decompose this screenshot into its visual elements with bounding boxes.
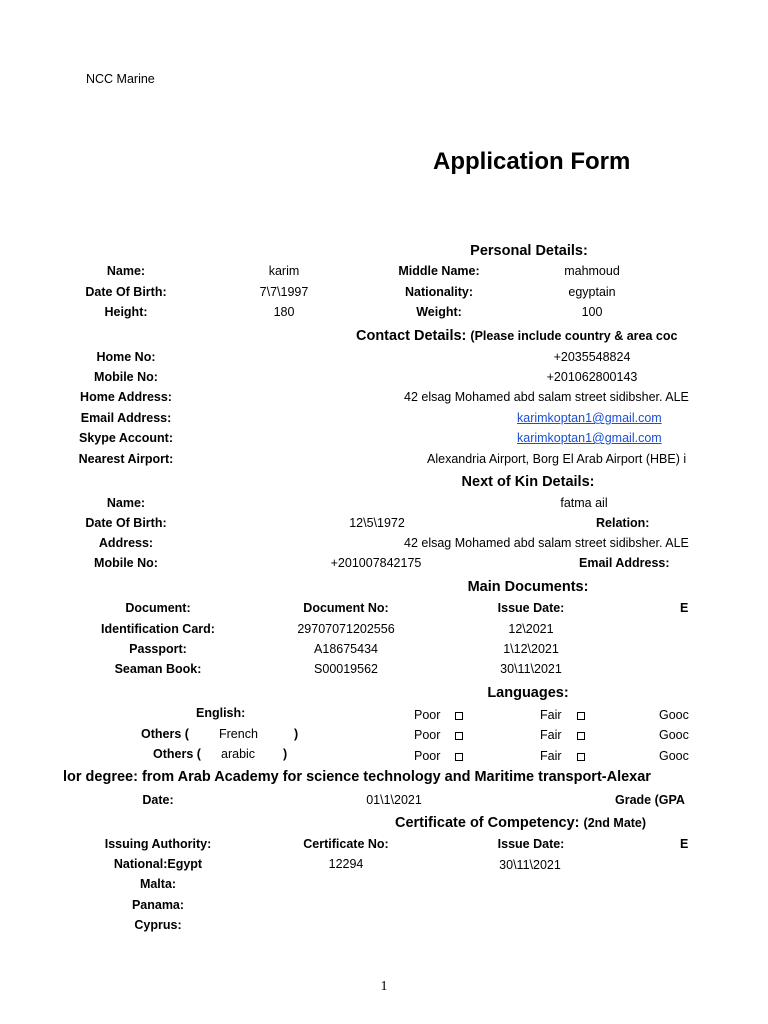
mobile-no-label: Mobile No: xyxy=(94,370,158,384)
language-english-label: English: xyxy=(196,706,246,720)
kin-mobile-value[interactable]: +201007842175 xyxy=(330,556,422,570)
poor-option: Poor xyxy=(414,728,441,742)
doc-col-header: Document: xyxy=(125,601,191,615)
doc-row-date[interactable]: 1\12\2021 xyxy=(503,642,559,656)
nearest-airport-value[interactable]: Alexandria Airport, Borg El Arab Airport (HBE) i xyxy=(427,452,687,466)
fair-checkbox[interactable] xyxy=(577,728,585,743)
kin-name-value[interactable]: fatma ail xyxy=(560,496,608,510)
doc-no-col-header: Document No: xyxy=(303,601,389,615)
language-other-name[interactable]: French xyxy=(219,727,258,741)
nationality-value[interactable]: egyptain xyxy=(568,285,616,299)
skype-link[interactable]: karimkoptan1@gmail.com xyxy=(517,431,662,445)
poor-checkbox[interactable] xyxy=(455,708,463,723)
issue-date-col-header: Issue Date: xyxy=(497,601,565,615)
poor-option: Poor xyxy=(414,708,441,722)
fair-option: Fair xyxy=(540,749,562,763)
page-number: 1 xyxy=(380,979,388,994)
coc-row-authority: Cyprus: xyxy=(134,918,182,932)
contact-note: (Please include country & area coc xyxy=(470,329,678,343)
nationality-label: Nationality: xyxy=(404,285,474,299)
language-other-label: Others ( xyxy=(141,727,189,741)
weight-label: Weight: xyxy=(416,305,462,319)
height-label: Height: xyxy=(104,305,148,319)
home-no-label: Home No: xyxy=(96,350,156,364)
language-other-name[interactable]: arabic xyxy=(221,747,256,761)
name-value[interactable]: karim xyxy=(268,264,300,278)
home-address-label: Home Address: xyxy=(80,390,172,404)
coc-row-authority: National:Egypt xyxy=(113,857,203,871)
doc-row-label: Passport: xyxy=(129,642,187,656)
degree-heading: lor degree: from Arab Academy for science technology and Maritime transport-Alexar xyxy=(63,769,651,785)
home-address-value[interactable]: 42 elsag Mohamed abd salam street sidibsher. ALE xyxy=(404,390,689,404)
kin-mobile-label: Mobile No: xyxy=(94,556,158,570)
languages-heading: Languages: xyxy=(487,685,569,701)
company-name: NCC Marine xyxy=(86,72,155,86)
skype-account-label: Skype Account: xyxy=(78,431,174,445)
coc-row-authority: Malta: xyxy=(139,877,177,891)
doc-row-number[interactable]: 29707071202556 xyxy=(297,622,395,636)
doc-row-number[interactable]: A18675434 xyxy=(314,642,378,656)
contact-details-heading xyxy=(356,327,677,345)
email-link[interactable]: karimkoptan1@gmail.com xyxy=(517,411,662,425)
expiry-col-header: E xyxy=(680,601,689,615)
coc-heading xyxy=(395,814,646,832)
coc-row-authority: Panama: xyxy=(131,898,185,912)
good-option: Gooc xyxy=(659,728,689,742)
coc-expiry-col-header: E xyxy=(680,837,689,851)
fair-checkbox[interactable] xyxy=(577,749,585,764)
kin-relation-label: Relation: xyxy=(596,516,650,530)
kin-address-value[interactable]: 42 elsag Mohamed abd salam street sidibsher. ALE xyxy=(404,536,689,550)
coc-row-date[interactable]: 30\11\2021 xyxy=(499,858,561,872)
documents-heading: Main Documents: xyxy=(467,579,589,595)
height-value[interactable]: 180 xyxy=(273,305,295,319)
doc-row-label: Seaman Book: xyxy=(114,662,202,676)
degree-date-value[interactable]: 01\1\2021 xyxy=(366,793,422,807)
mobile-no-value[interactable]: +201062800143 xyxy=(546,370,638,384)
language-other-label: Others ( xyxy=(153,747,201,761)
kin-dob-label: Date Of Birth: xyxy=(85,516,167,530)
personal-details-heading: Personal Details: xyxy=(470,243,588,259)
language-other-close: ) xyxy=(294,727,299,741)
coc-issue-date-col-header: Issue Date: xyxy=(497,837,565,851)
kin-address-label: Address: xyxy=(98,536,154,550)
coc-note: (2nd Mate) xyxy=(583,816,647,830)
dob-value[interactable]: 7\7\1997 xyxy=(259,285,309,299)
contact-heading-text: Contact Details: xyxy=(356,328,467,344)
kin-name-label: Name: xyxy=(106,496,146,510)
grade-label: Grade (GPA xyxy=(615,793,685,807)
coc-heading-text: Certificate of Competency: xyxy=(395,815,580,831)
kin-details-heading: Next of Kin Details: xyxy=(461,474,595,490)
page-title: Application Form xyxy=(433,148,631,175)
nearest-airport-label: Nearest Airport: xyxy=(78,452,174,466)
doc-row-date[interactable]: 12\2021 xyxy=(508,622,554,636)
language-other-close: ) xyxy=(283,747,288,761)
name-label: Name: xyxy=(106,264,146,278)
home-no-value[interactable]: +2035548824 xyxy=(553,350,631,364)
certificate-no-col-header: Certificate No: xyxy=(303,837,389,851)
middle-name-label: Middle Name: xyxy=(398,264,480,278)
email-address-label: Email Address: xyxy=(80,411,172,425)
doc-row-number[interactable]: S00019562 xyxy=(314,662,378,676)
weight-value[interactable]: 100 xyxy=(581,305,603,319)
good-option: Gooc xyxy=(659,708,689,722)
dob-label: Date Of Birth: xyxy=(85,285,167,299)
good-option: Gooc xyxy=(659,749,689,763)
degree-date-label: Date: xyxy=(142,793,174,807)
doc-row-date[interactable]: 30\11\2021 xyxy=(500,662,562,676)
fair-option: Fair xyxy=(540,708,562,722)
middle-name-value[interactable]: mahmoud xyxy=(564,264,620,278)
poor-checkbox[interactable] xyxy=(455,749,463,764)
kin-dob-value[interactable]: 12\5\1972 xyxy=(349,516,405,530)
coc-row-number[interactable]: 12294 xyxy=(328,857,364,871)
poor-option: Poor xyxy=(414,749,441,763)
kin-email-label: Email Address: xyxy=(579,556,670,570)
doc-row-label: Identification Card: xyxy=(101,622,215,636)
fair-option: Fair xyxy=(540,728,562,742)
poor-checkbox[interactable] xyxy=(455,728,463,743)
fair-checkbox[interactable] xyxy=(577,708,585,723)
issuing-authority-col-header: Issuing Authority: xyxy=(104,837,212,851)
